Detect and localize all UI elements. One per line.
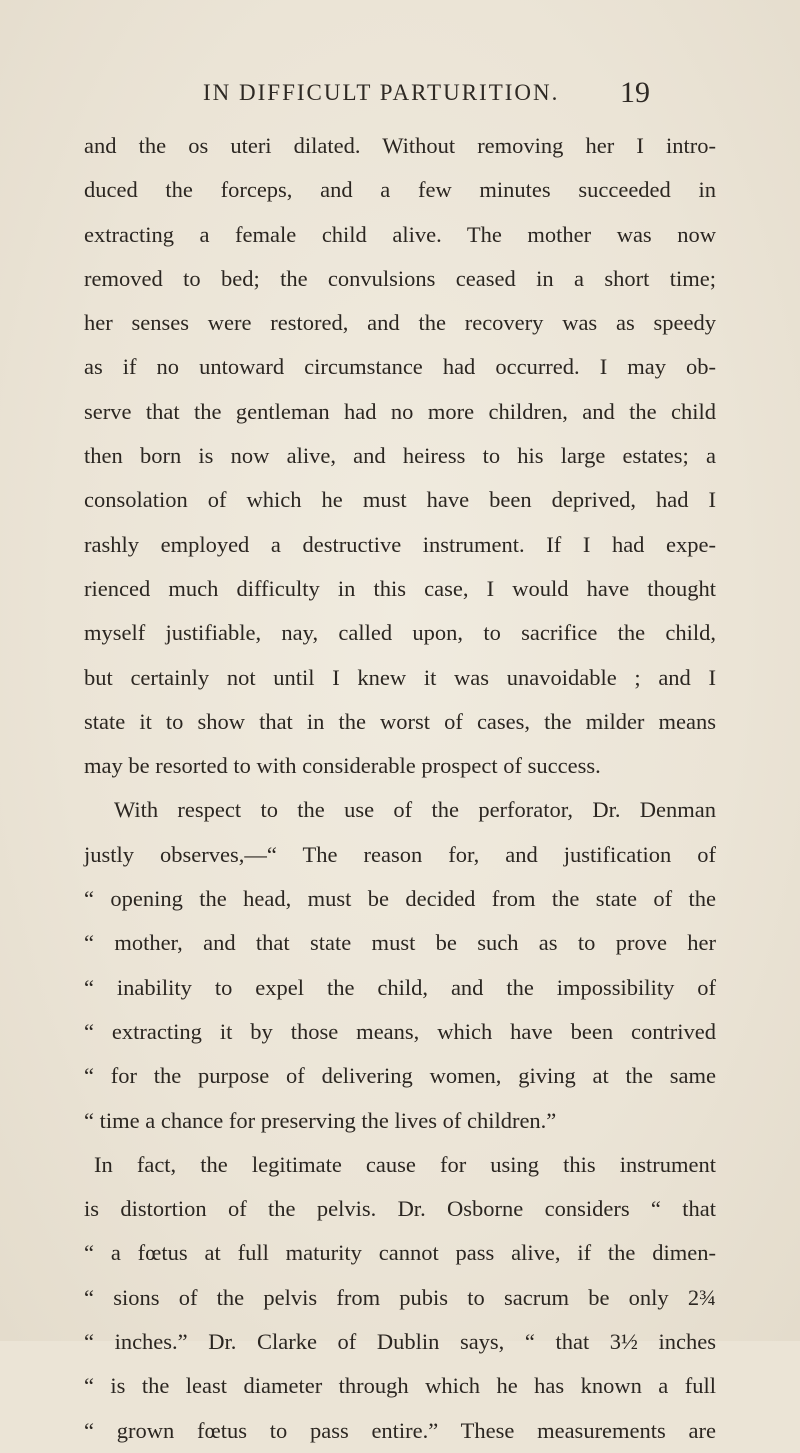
text-line: “ for the purpose of delivering women, giving at the same [84,1063,716,1089]
text-line: “ extracting it by those means, which have been contrived [84,1018,716,1044]
text-line: rienced much difficulty in this case, I would have thought [84,575,716,601]
text-line: “ time a chance for preserving the lives of children.” [84,1107,557,1133]
text-line: as if no untoward circumstance had occurred. I may ob- [84,354,716,380]
text-line: “ mother, and that state must be such as to prove her [84,930,716,956]
running-head: IN DIFFICULT PARTURITION. [203,80,560,105]
text-line: consolation of which he must have been deprived, had I [84,487,716,513]
text-line: her senses were restored, and the recovery was as speedy [84,310,716,336]
paragraph-start-line: In fact, the legitimate cause for using this instrument [94,1151,716,1177]
text-line: “ a fœtus at full maturity cannot pass alive, if the dimen- [84,1240,716,1266]
paragraph-start-line: With respect to the use of the perforator, Dr. Denman [114,797,716,823]
text-line: extracting a female child alive. The mother was now [84,221,716,247]
text-line: is distortion of the pelvis. Dr. Osborne considers “ that [84,1196,716,1222]
text-line: then born is now alive, and heiress to his large estates; a [84,443,716,469]
body-text [84,124,716,1453]
page-header [0,76,800,116]
text-line: “ inability to expel the child, and the impossibility of [84,974,716,1000]
text-line: removed to bed; the convulsions ceased in a short time; [84,265,716,291]
text-line: but certainly not until I knew it was unavoidable ; and I [84,664,716,690]
text-line: “ sions of the pelvis from pubis to sacrum be only 2¾ [84,1284,716,1310]
text-line: and the os uteri dilated. Without removing her I intro- [84,133,716,158]
text-line: duced the forceps, and a few minutes succeeded in [84,177,716,203]
text-line: “ grown fœtus to pass entire.” These measurements are [84,1417,716,1443]
text-line: justly observes,—“ The reason for, and justification of [84,841,716,867]
text-line: rashly employed a destructive instrument. If I had expe- [84,531,716,557]
text-line: may be resorted to with considerable prospect of success. [84,753,601,779]
text-line: state it to show that in the worst of cases, the milder means [84,708,716,734]
text-line: “ opening the head, must be decided from the state of the [84,886,716,912]
text-line: “ inches.” Dr. Clarke of Dublin says, “ that 3½ inches [84,1329,716,1355]
text-line: myself justifiable, nay, called upon, to sacrifice the child, [84,620,716,646]
text-line: “ is the least diameter through which he has known a full [84,1373,716,1399]
text-line: serve that the gentleman had no more children, and the child [84,398,716,424]
page-number: 19 [620,76,650,109]
